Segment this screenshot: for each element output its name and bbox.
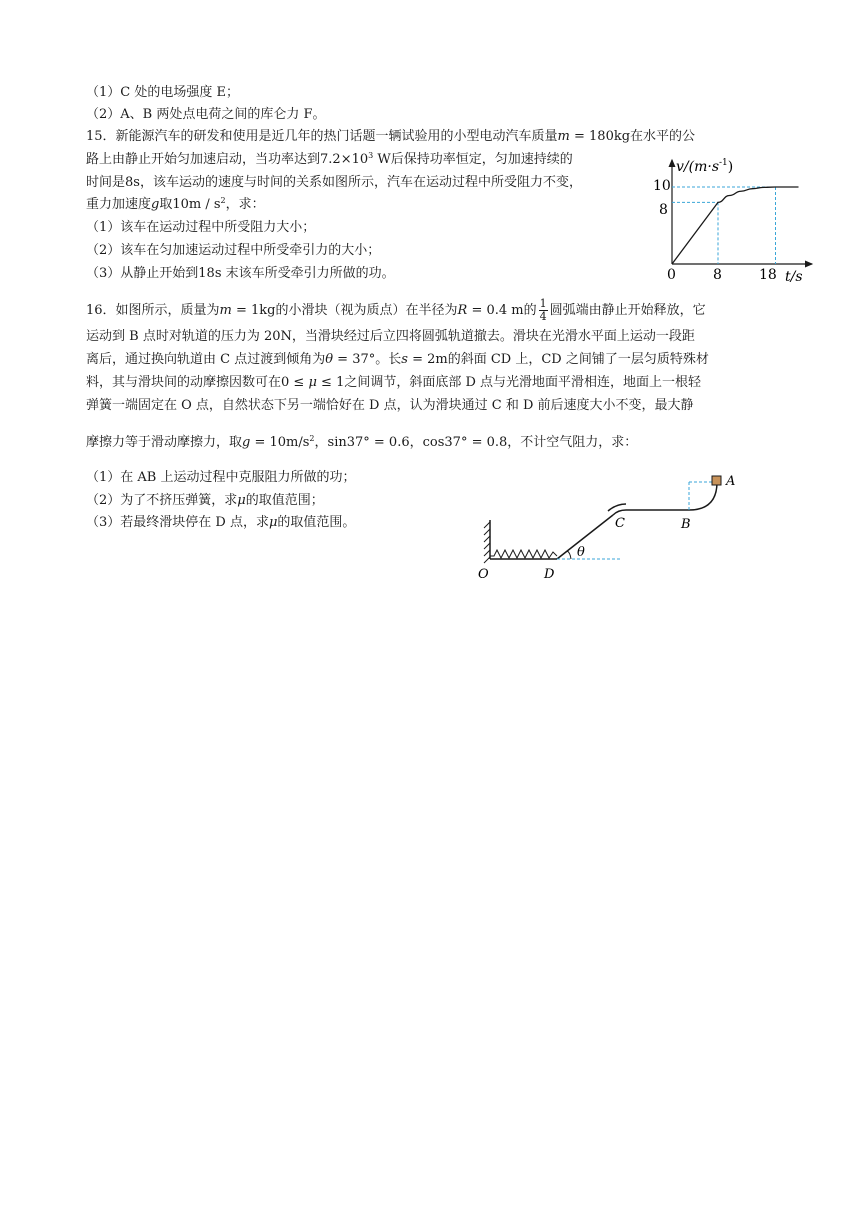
y-tick-8: 8 (659, 202, 668, 218)
q16-text: 的取值范围。 (277, 515, 356, 530)
q16-line-2: 运动到 B 点时对轨道的压力为 20N，当滑块经过后立四将圆弧轨道撤去。滑块在光滑水平面上运动一段距 (86, 329, 695, 344)
slider-block (712, 476, 721, 485)
x-tick-0: 0 (667, 267, 676, 283)
angle-arc (567, 551, 571, 559)
q15-text: 15．新能源汽车的研发和使用是近几年的热门话题一辆试验用的小型电动汽车质量 (86, 129, 558, 144)
q16-text: 摩擦力等于滑动摩擦力，取 (86, 435, 243, 450)
q15-part-3: （3）从静止开始到18s 末该车所受牵引力所做的功。 (86, 266, 395, 281)
gravity-value: 取10m / s (159, 197, 221, 212)
q16-text: ，不计空气阻力，求： (507, 435, 638, 450)
var-mu: μ (308, 375, 317, 390)
var-s: s (401, 352, 408, 367)
velocity-time-chart (653, 154, 818, 285)
radius-unit: m (507, 303, 524, 318)
label-d: D (544, 567, 555, 582)
label-a: A (726, 474, 736, 489)
var-R: R (457, 303, 468, 318)
var-m: m (219, 303, 232, 318)
var-mu: μ (268, 515, 278, 530)
quarter-fraction (539, 298, 548, 323)
var-mu: μ (237, 493, 246, 508)
wall-hatch (484, 522, 490, 563)
q16-text: 的 (523, 303, 537, 318)
length-value: = 2m (407, 352, 448, 367)
gravity-exponent: 2 (309, 434, 315, 443)
incline-cd (557, 515, 613, 559)
power-value: 7.2×10 (320, 152, 369, 167)
q16-text: 的小滑块（视为质点）在半径为 (275, 303, 458, 318)
q15-line-2 (86, 152, 573, 168)
q15-text: 重力加速度 (86, 197, 152, 212)
q16-line-3 (86, 352, 709, 368)
q15-part-2: （2）该车在匀加速运动过程中所受牵引力的大小； (86, 243, 381, 258)
q16-line-1 (86, 298, 706, 323)
spring (490, 550, 557, 558)
mass-value: = 180kg (569, 129, 631, 144)
q16-text: 。长 (375, 352, 402, 367)
label-c: C (615, 516, 625, 531)
var-g: g (151, 197, 160, 212)
q16-part-2 (86, 493, 324, 509)
q15-line-4 (86, 197, 265, 213)
quarter-arc (689, 482, 717, 510)
x-tick-8: 8 (713, 267, 722, 283)
q16-text: ， (409, 435, 423, 450)
range-upper: ≤ 1 (316, 375, 345, 390)
q16-text: （3）若最终滑块停在 D 点，求 (86, 515, 269, 530)
q16-text: ， (314, 435, 328, 450)
velocity-curve (672, 187, 799, 264)
q16-text: 16．如图所示，质量为 (86, 303, 220, 318)
gravity-value: = 10m/s (250, 435, 310, 450)
label-o: O (478, 567, 489, 582)
var-g: g (242, 435, 251, 450)
q16-text: 圆弧端由静止开始释放，它 (549, 303, 706, 318)
angle-value: = 37° (333, 352, 376, 367)
q16-text: 料，其与滑块间的动摩擦因数可在 (86, 375, 282, 390)
x-axis-label: t/s (785, 269, 803, 285)
sin-value: sin37° = 0.6 (327, 435, 410, 450)
q16-part-3 (86, 515, 355, 531)
power-unit: W (373, 152, 391, 167)
label-theta: θ (577, 545, 585, 560)
q16-text: 的取值范围； (245, 493, 324, 508)
power-exponent: 3 (368, 151, 374, 160)
q16-text: （2）为了不挤压弹簧，求 (86, 493, 238, 508)
q16-text: 的斜面 CD 上，CD 之间铺了一层匀质特殊材 (447, 352, 709, 367)
q16-text: 之间调节，斜面底部 D 点与光滑地面平滑相连，地面上一根轻 (344, 375, 702, 390)
q15-text: 路上由静止开始匀加速启动，当功率达到 (86, 152, 321, 167)
q15-text: ，求： (225, 197, 265, 212)
q14-part-1: （1）C 处的电场强度 E； (86, 85, 239, 100)
q15-part-1: （1）该车在运动过程中所受阻力大小； (86, 220, 316, 235)
q16-part-1: （1）在 AB 上运动过程中克服阻力所做的功； (86, 470, 356, 485)
track-diagram (470, 466, 760, 590)
cos-value: cos37° = 0.8 (422, 435, 508, 450)
y-axis-label: $v/(m\cdot s^{-1})$ (676, 158, 734, 175)
q16-text: 离后，通过换向轨道由 C 点过渡到倾角为 (86, 352, 326, 367)
q16-line-6 (86, 435, 637, 451)
q16-line-5: 弹簧一端固定在 O 点，自然状态下另一端恰好在 D 点，认为滑块通过 C 和 D 前后速度大小不变，最大静 (86, 398, 694, 413)
var-theta: θ (325, 352, 334, 367)
mass-value: = 1kg (231, 303, 276, 318)
radius-value: = 0.4 (467, 303, 508, 318)
fraction-numerator: 1 (539, 297, 547, 310)
gravity-exponent: 2 (220, 196, 226, 205)
q15-text: 后保持功率恒定，匀加速持续的 (390, 152, 573, 167)
q14-part-2: （2）A、B 两处点电荷之间的库仑力 F。 (86, 107, 326, 122)
q15-line-1 (86, 129, 695, 145)
range-lower: 0 ≤ (281, 375, 309, 390)
x-tick-18: 18 (759, 267, 777, 283)
var-m: m (557, 129, 570, 144)
y-tick-10: 10 (653, 178, 671, 194)
q16-line-4 (86, 375, 701, 391)
label-b: B (681, 517, 691, 532)
q15-line-3: 时间是8s，该车运动的速度与时间的关系如图所示，汽车在运动过程中所受阻力不变， (86, 175, 582, 190)
fraction-denominator: 4 (539, 310, 547, 323)
c-corner (613, 510, 626, 515)
q15-text: 在水平的公 (630, 129, 696, 144)
